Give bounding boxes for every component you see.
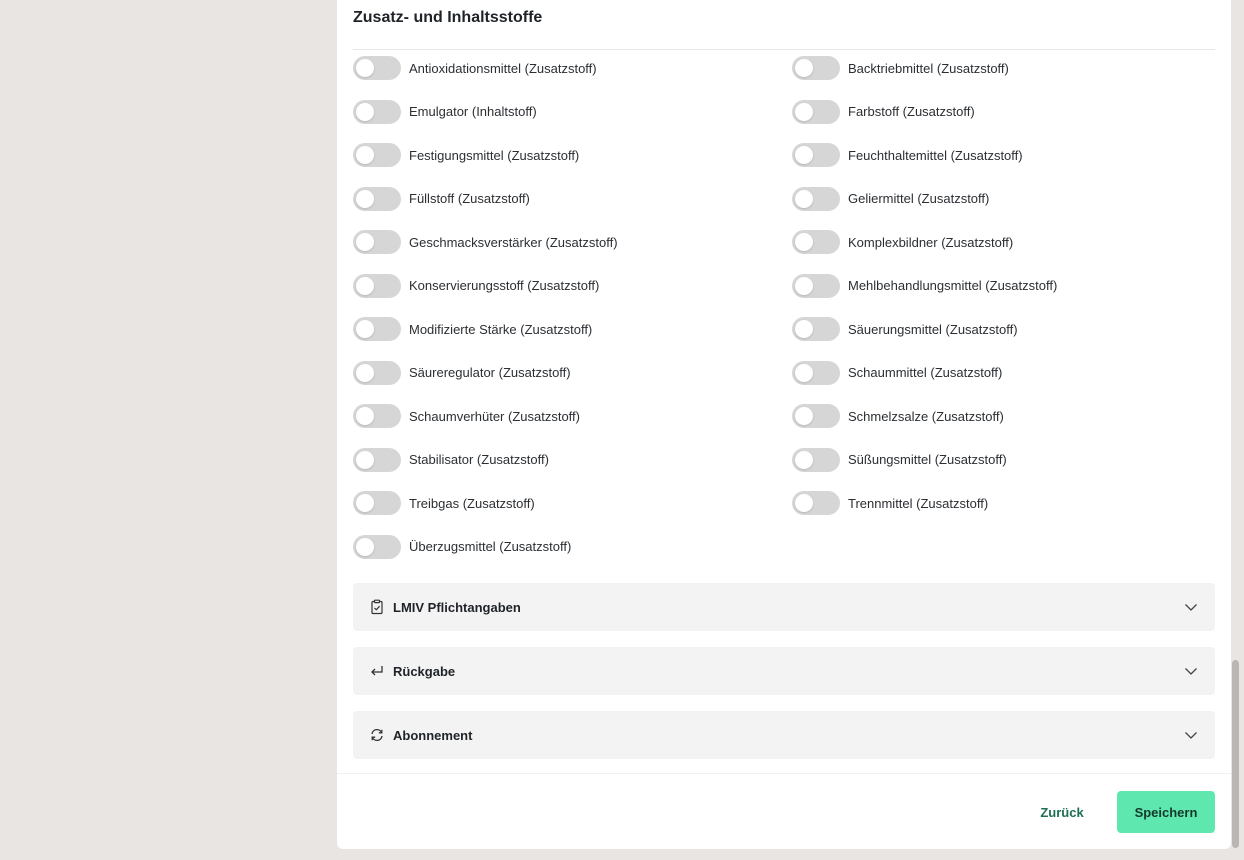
toggle-label: Feuchthaltemittel (Zusatzstoff) [848,147,1023,163]
toggle-row[interactable] [353,229,792,255]
toggle-row[interactable] [353,273,792,299]
toggle-switch[interactable] [792,56,840,80]
toggle-switch[interactable] [353,143,401,167]
toggle-knob [795,320,813,338]
toggle-label: Schaumverhüter (Zusatzstoff) [409,408,580,424]
toggle-switch[interactable] [353,491,401,515]
toggle-knob [356,59,374,77]
toggle-row[interactable] [792,403,1215,429]
accordion-label: LMIV Pflichtangaben [393,599,521,615]
toggle-knob [795,494,813,512]
toggle-knob [356,451,374,469]
toggle-switch[interactable] [353,274,401,298]
toggle-row[interactable] [353,360,792,386]
footer-divider [337,773,1231,774]
toggle-label: Säureregulator (Zusatzstoff) [409,365,571,380]
toggle-label: Modifizierte Stärke (Zusatzstoff) [409,321,593,337]
toggle-label: Schaummittel (Zusatzstoff) [848,365,1003,380]
return-arrow-icon [369,663,385,679]
chevron-down-icon [1183,727,1199,743]
accordion-label: Abonnement [393,727,473,743]
toggle-row[interactable] [792,142,1215,168]
toggle-knob [795,364,813,382]
toggle-row[interactable] [792,316,1215,342]
toggle-switch[interactable] [792,491,840,515]
toggle-label: Festigungsmittel (Zusatzstoff) [409,147,580,163]
toggle-row[interactable] [353,447,792,473]
toggle-label: Emulgator (Inhaltstoff) [409,104,537,119]
toggle-knob [356,407,374,425]
toggle-switch[interactable] [353,361,401,385]
accordion-lmiv[interactable] [353,583,1215,631]
toggle-switch[interactable] [792,361,840,385]
toggle-row[interactable] [353,142,792,168]
toggle-label: Überzugsmittel (Zusatzstoff) [409,539,572,554]
toggle-knob [356,538,374,556]
toggle-label: Komplexbildner (Zusatzstoff) [848,234,1014,250]
accordion-label: Rückgabe [393,663,456,679]
toggle-knob [795,59,813,77]
toggle-label: Mehlbehandlungsmittel (Zusatzstoff) [848,278,1058,293]
toggle-label: Trennmittel (Zusatzstoff) [848,495,989,511]
additives-toggle-list [353,55,1215,577]
toggle-row[interactable] [792,490,1215,516]
clipboard-check-icon [369,599,385,615]
toggle-label: Backtriebmittel (Zusatzstoff) [848,60,1009,76]
accordion-abonnement[interactable] [353,711,1215,759]
toggle-label: Geschmacksverstärker (Zusatzstoff) [409,234,618,250]
toggle-row[interactable] [792,186,1215,212]
save-button[interactable]: Speichern [1117,791,1215,833]
toggle-label: Schmelzsalze (Zusatzstoff) [848,408,1004,424]
section-divider [353,49,1215,50]
chevron-down-icon [1183,663,1199,679]
toggle-switch[interactable] [792,100,840,124]
toggle-row[interactable] [353,534,792,560]
toggle-switch[interactable] [353,448,401,472]
toggle-row[interactable] [353,99,792,125]
toggle-switch[interactable] [353,100,401,124]
toggle-knob [356,494,374,512]
toggle-knob [795,407,813,425]
toggle-knob [356,277,374,295]
product-form-panel [337,0,1231,849]
toggle-switch[interactable] [353,56,401,80]
section-title: Zusatz- und Inhaltsstoffe [353,9,543,26]
toggle-label: Geliermittel (Zusatzstoff) [848,191,990,206]
toggle-row[interactable] [792,273,1215,299]
toggle-row[interactable] [353,55,792,81]
toggle-label: Stabilisator (Zusatzstoff) [409,452,549,467]
toggle-knob [795,190,813,208]
toggle-row[interactable] [353,186,792,212]
toggle-label: Füllstoff (Zusatzstoff) [409,191,530,206]
toggle-knob [356,190,374,208]
toggle-row[interactable] [792,447,1215,473]
accordion-rueckgabe[interactable] [353,647,1215,695]
toggle-switch[interactable] [792,274,840,298]
toggle-switch[interactable] [792,404,840,428]
toggle-knob [356,320,374,338]
chevron-down-icon [1183,599,1199,615]
toggle-switch[interactable] [792,317,840,341]
back-button[interactable]: Zurück [1025,791,1099,833]
toggle-row[interactable] [792,55,1215,81]
toggle-label: Konservierungsstoff (Zusatzstoff) [409,278,600,293]
toggle-knob [795,146,813,164]
toggle-row[interactable] [353,403,792,429]
scrollbar-thumb[interactable] [1232,660,1239,848]
toggle-knob [795,277,813,295]
toggle-row[interactable] [353,316,792,342]
toggle-switch[interactable] [353,535,401,559]
toggle-row[interactable] [792,360,1215,386]
toggle-label: Treibgas (Zusatzstoff) [409,495,535,511]
toggle-knob [795,103,813,121]
toggle-knob [795,233,813,251]
toggle-knob [356,233,374,251]
toggle-switch[interactable] [353,230,401,254]
toggle-label: Säuerungsmittel (Zusatzstoff) [848,321,1018,337]
toggle-row[interactable] [792,99,1215,125]
toggle-knob [795,451,813,469]
toggle-row[interactable] [792,229,1215,255]
toggle-label: Antioxidationsmittel (Zusatzstoff) [409,60,597,76]
refresh-icon [369,727,385,743]
toggle-switch[interactable] [792,143,840,167]
toggle-switch[interactable] [353,187,401,211]
toggle-switch[interactable] [792,230,840,254]
toggle-switch[interactable] [353,404,401,428]
toggle-switch[interactable] [353,317,401,341]
toggle-label: Süßungsmittel (Zusatzstoff) [848,452,1007,467]
toggle-knob [356,364,374,382]
toggle-switch[interactable] [792,448,840,472]
toggle-row[interactable] [353,490,792,516]
toggle-switch[interactable] [792,187,840,211]
toggle-knob [356,103,374,121]
toggle-label: Farbstoff (Zusatzstoff) [848,104,975,119]
toggle-knob [356,146,374,164]
